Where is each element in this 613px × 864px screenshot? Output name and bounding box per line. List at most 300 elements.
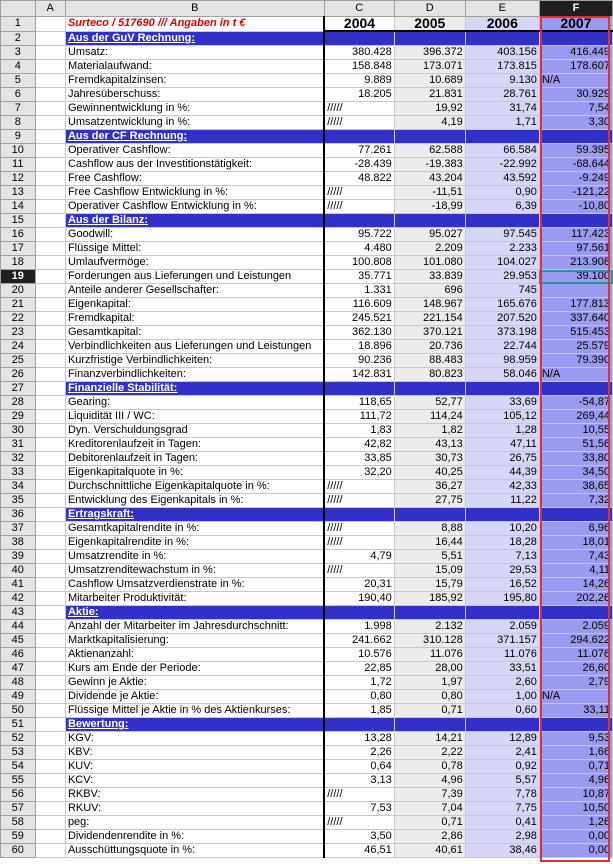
cell-2007[interactable]: 11.076 xyxy=(539,648,612,662)
cell-2006[interactable]: 18,28 xyxy=(465,536,539,550)
row-label[interactable]: peg: xyxy=(65,816,324,830)
cell-2005[interactable]: 310.128 xyxy=(394,634,465,648)
row-label[interactable]: Gesamtkapitalrendite in %: xyxy=(65,522,324,536)
row-label[interactable]: Flüssige Mittel: xyxy=(65,242,324,256)
row-number[interactable]: 23 xyxy=(1,326,36,340)
row-number[interactable]: 4 xyxy=(1,60,36,74)
cell-2005[interactable]: 4,19 xyxy=(394,116,465,130)
row-number[interactable]: 53 xyxy=(1,746,36,760)
row-number[interactable]: 7 xyxy=(1,102,36,116)
row-label[interactable]: Eigenkapital: xyxy=(65,298,324,312)
row-label[interactable]: Gesamtkapital: xyxy=(65,326,324,340)
cell-2006[interactable]: 28.761 xyxy=(465,88,539,102)
row-label[interactable]: Aus der Bilanz: xyxy=(65,214,324,228)
row-label[interactable]: Aktienanzahl: xyxy=(65,648,324,662)
cell-a[interactable] xyxy=(35,746,65,760)
row-number[interactable]: 43 xyxy=(1,606,36,620)
cell-2006[interactable]: 97.545 xyxy=(465,228,539,242)
cell-2005[interactable] xyxy=(394,31,465,46)
cell-2004[interactable] xyxy=(324,606,394,620)
row-label[interactable]: Liquidität III / WC: xyxy=(65,410,324,424)
cell-2006[interactable]: 0,92 xyxy=(465,760,539,774)
row-number[interactable]: 26 xyxy=(1,368,36,382)
cell-a[interactable] xyxy=(35,718,65,732)
cell-a[interactable] xyxy=(35,31,65,46)
cell-a[interactable] xyxy=(35,46,65,60)
row-label[interactable]: Bewertung: xyxy=(65,718,324,732)
cell-2004[interactable] xyxy=(324,130,394,144)
column-header-d[interactable]: D xyxy=(394,1,465,17)
cell-2005[interactable]: 43.204 xyxy=(394,172,465,186)
cell-2004[interactable]: 158.848 xyxy=(324,60,394,74)
cell-2004[interactable]: 3,13 xyxy=(324,774,394,788)
cell-a[interactable] xyxy=(35,60,65,74)
row-label[interactable]: Eigenkapitalrendite in %: xyxy=(65,536,324,550)
row-number[interactable]: 32 xyxy=(1,452,36,466)
row-number[interactable]: 21 xyxy=(1,298,36,312)
cell-a[interactable] xyxy=(35,256,65,270)
cell-2007[interactable]: 213.908 xyxy=(539,256,612,270)
cell-a[interactable] xyxy=(35,676,65,690)
cell-2004[interactable]: 42,82 xyxy=(324,438,394,452)
cell-a[interactable] xyxy=(35,242,65,256)
row-label[interactable]: Aus der GuV Rechnung: xyxy=(65,31,324,46)
row-label[interactable]: Fremdkapital: xyxy=(65,312,324,326)
cell-2005[interactable] xyxy=(394,606,465,620)
cell-2006[interactable] xyxy=(465,508,539,522)
cell-a[interactable] xyxy=(35,592,65,606)
cell-2006[interactable]: 58.046 xyxy=(465,368,539,382)
cell-2006[interactable]: 0,60 xyxy=(465,704,539,718)
cell-2006[interactable]: 7,75 xyxy=(465,802,539,816)
cell-a[interactable] xyxy=(35,116,65,130)
row-label[interactable]: Kurzfristige Verbindlichkeiten: xyxy=(65,354,324,368)
row-number[interactable]: 39 xyxy=(1,550,36,564)
row-number[interactable]: 34 xyxy=(1,480,36,494)
cell-2004[interactable]: 380.428 xyxy=(324,46,394,60)
cell-2007[interactable]: 18,01 xyxy=(539,536,612,550)
row-label[interactable]: KBV: xyxy=(65,746,324,760)
cell-2007[interactable]: 10,50 xyxy=(539,802,612,816)
row-number[interactable]: 31 xyxy=(1,438,36,452)
cell-2004[interactable]: ///// xyxy=(324,564,394,578)
cell-2004[interactable]: 190,40 xyxy=(324,592,394,606)
cell-a[interactable] xyxy=(35,690,65,704)
cell-2006[interactable] xyxy=(465,214,539,228)
row-number[interactable]: 18 xyxy=(1,256,36,270)
row-label[interactable]: Debitorenlaufzeit in Tagen: xyxy=(65,452,324,466)
cell-2007[interactable]: N/A xyxy=(539,74,612,88)
cell-2006[interactable]: 0,41 xyxy=(465,816,539,830)
cell-2005[interactable]: 148.967 xyxy=(394,298,465,312)
cell-2005[interactable]: 14,21 xyxy=(394,732,465,746)
cell-2007[interactable]: 1,26 xyxy=(539,816,612,830)
cell-2004[interactable]: 116.609 xyxy=(324,298,394,312)
cell-2004[interactable]: 2,26 xyxy=(324,746,394,760)
row-number[interactable]: 37 xyxy=(1,522,36,536)
row-label[interactable]: Jahresüberschuss: xyxy=(65,88,324,102)
cell-a[interactable] xyxy=(35,424,65,438)
cell-2007[interactable]: 10,87 xyxy=(539,788,612,802)
row-label[interactable]: Forderungen aus Lieferungen und Leistungen xyxy=(65,270,324,284)
cell-2004[interactable]: ///// xyxy=(324,116,394,130)
row-label[interactable]: RKBV: xyxy=(65,788,324,802)
cell-a[interactable] xyxy=(35,284,65,298)
cell-a[interactable] xyxy=(35,802,65,816)
row-label[interactable]: Cashflow Umsatzverdienstrate in %: xyxy=(65,578,324,592)
cell-2007[interactable]: -54,87 xyxy=(539,396,612,410)
cell-2005[interactable]: 0,78 xyxy=(394,760,465,774)
cell-2006[interactable]: 44,39 xyxy=(465,466,539,480)
cell-2004[interactable]: 142.831 xyxy=(324,368,394,382)
cell-a[interactable] xyxy=(35,578,65,592)
cell-a[interactable] xyxy=(35,200,65,214)
row-label[interactable]: Umsatz: xyxy=(65,46,324,60)
cell-a[interactable] xyxy=(35,452,65,466)
year-2004[interactable]: 2004 xyxy=(324,17,394,32)
cell-2007[interactable]: 0,71 xyxy=(539,760,612,774)
cell-2007[interactable]: 202,26 xyxy=(539,592,612,606)
cell-2005[interactable]: 4,96 xyxy=(394,774,465,788)
row-number[interactable]: 12 xyxy=(1,172,36,186)
cell-2007[interactable]: 177.813 xyxy=(539,298,612,312)
cell-2007[interactable]: N/A xyxy=(539,368,612,382)
row-number[interactable]: 47 xyxy=(1,662,36,676)
row-number[interactable]: 30 xyxy=(1,424,36,438)
cell-a[interactable] xyxy=(35,788,65,802)
row-number[interactable]: 25 xyxy=(1,354,36,368)
cell-2005[interactable]: 7,39 xyxy=(394,788,465,802)
cell-2004[interactable] xyxy=(324,214,394,228)
row-label[interactable]: Ausschüttungsquote in %: xyxy=(65,844,324,858)
cell-2007[interactable]: 4,11 xyxy=(539,564,612,578)
row-number[interactable]: 58 xyxy=(1,816,36,830)
cell-a[interactable] xyxy=(35,172,65,186)
row-label[interactable]: Entwicklung des Eigenkapitals in %: xyxy=(65,494,324,508)
cell-2006[interactable]: 403.156 xyxy=(465,46,539,60)
cell-2005[interactable]: 2,86 xyxy=(394,830,465,844)
cell-2005[interactable]: 101.080 xyxy=(394,256,465,270)
cell-2005[interactable]: 7,04 xyxy=(394,802,465,816)
cell-2004[interactable]: 0,80 xyxy=(324,690,394,704)
cell-2007[interactable]: 416.449 xyxy=(539,46,612,60)
cell-2007[interactable]: 34,50 xyxy=(539,466,612,480)
year-2005[interactable]: 2005 xyxy=(394,17,465,32)
cell-2004[interactable]: 4.480 xyxy=(324,242,394,256)
cell-a[interactable] xyxy=(35,494,65,508)
row-label[interactable]: Free Cashflow: xyxy=(65,172,324,186)
cell-a[interactable] xyxy=(35,74,65,88)
row-label[interactable]: Flüssige Mittel je Aktie in % des Aktienkurses: xyxy=(65,704,324,718)
cell-2006[interactable]: -22.992 xyxy=(465,158,539,172)
cell-2004[interactable] xyxy=(324,31,394,46)
row-number[interactable]: 10 xyxy=(1,144,36,158)
cell-2005[interactable]: -19.383 xyxy=(394,158,465,172)
row-number[interactable]: 9 xyxy=(1,130,36,144)
row-number[interactable]: 22 xyxy=(1,312,36,326)
cell-2006[interactable]: 38,46 xyxy=(465,844,539,858)
cell-2006[interactable]: 22.744 xyxy=(465,340,539,354)
row-label[interactable]: KCV: xyxy=(65,774,324,788)
cell-2007[interactable]: 9,53 xyxy=(539,732,612,746)
cell-2006[interactable]: 12,89 xyxy=(465,732,539,746)
row-number[interactable]: 17 xyxy=(1,242,36,256)
row-number[interactable]: 11 xyxy=(1,158,36,172)
row-number[interactable]: 5 xyxy=(1,74,36,88)
cell-a[interactable] xyxy=(35,186,65,200)
cell-2007[interactable]: 4,96 xyxy=(539,774,612,788)
row-number[interactable]: 3 xyxy=(1,46,36,60)
cell-2004[interactable]: 1.998 xyxy=(324,620,394,634)
cell-a[interactable] xyxy=(35,312,65,326)
cell-2007[interactable]: 269,44 xyxy=(539,410,612,424)
cell-a[interactable] xyxy=(35,158,65,172)
row-number[interactable]: 51 xyxy=(1,718,36,732)
cell-2006[interactable]: 207.520 xyxy=(465,312,539,326)
cell-a[interactable] xyxy=(35,620,65,634)
cell-2007[interactable]: 39.100 xyxy=(539,270,612,284)
cell-a[interactable] xyxy=(35,144,65,158)
cell-2007[interactable]: 6,96 xyxy=(539,522,612,536)
row-label[interactable]: KUV: xyxy=(65,760,324,774)
cell-2007[interactable]: -121,22 xyxy=(539,186,612,200)
cell-2006[interactable]: 33,69 xyxy=(465,396,539,410)
cell-2006[interactable]: 29.953 xyxy=(465,270,539,284)
cell-2004[interactable]: 1,83 xyxy=(324,424,394,438)
cell-2006[interactable]: 195,80 xyxy=(465,592,539,606)
cell-2004[interactable]: 18.205 xyxy=(324,88,394,102)
row-number[interactable]: 33 xyxy=(1,466,36,480)
cell-2007[interactable]: 7,32 xyxy=(539,494,612,508)
cell-2006[interactable]: 7,13 xyxy=(465,550,539,564)
row-number[interactable]: 52 xyxy=(1,732,36,746)
row-number[interactable]: 19 xyxy=(1,270,36,284)
cell-2004[interactable]: ///// xyxy=(324,186,394,200)
cell-2007[interactable]: 294.622 xyxy=(539,634,612,648)
row-label[interactable]: Verbindlichkeiten aus Lieferungen und Leistungen xyxy=(65,340,324,354)
row-number[interactable]: 54 xyxy=(1,760,36,774)
row-number[interactable]: 29 xyxy=(1,410,36,424)
row-number[interactable]: 36 xyxy=(1,508,36,522)
row-number[interactable]: 49 xyxy=(1,690,36,704)
cell-2005[interactable]: 33.839 xyxy=(394,270,465,284)
cell-2006[interactable]: 43.592 xyxy=(465,172,539,186)
row-label[interactable]: Dividendenrendite in %: xyxy=(65,830,324,844)
cell-2005[interactable]: 0,71 xyxy=(394,816,465,830)
cell-2006[interactable]: 0,90 xyxy=(465,186,539,200)
row-number[interactable]: 59 xyxy=(1,830,36,844)
cell-2006[interactable]: 745 xyxy=(465,284,539,298)
cell-2006[interactable]: 7,78 xyxy=(465,788,539,802)
row-label[interactable]: Durchschnittliche Eigenkapitalquote in %: xyxy=(65,480,324,494)
row-label[interactable]: Dividende je Aktie: xyxy=(65,690,324,704)
cell-a[interactable] xyxy=(35,536,65,550)
cell-2004[interactable]: 22,85 xyxy=(324,662,394,676)
cell-a[interactable] xyxy=(35,326,65,340)
cell-2006[interactable]: 11,22 xyxy=(465,494,539,508)
cell-2006[interactable]: 10,20 xyxy=(465,522,539,536)
row-number[interactable]: 1 xyxy=(1,17,36,32)
cell-2004[interactable]: 111,72 xyxy=(324,410,394,424)
cell-2004[interactable]: 13,28 xyxy=(324,732,394,746)
cell-2005[interactable] xyxy=(394,508,465,522)
cell-2006[interactable] xyxy=(465,606,539,620)
row-number[interactable]: 56 xyxy=(1,788,36,802)
cell-2007[interactable]: 33,80 xyxy=(539,452,612,466)
cell-2007[interactable]: 337.640 xyxy=(539,312,612,326)
cell-2006[interactable]: 371.157 xyxy=(465,634,539,648)
row-number[interactable]: 20 xyxy=(1,284,36,298)
cell-a[interactable] xyxy=(35,480,65,494)
cell-2006[interactable]: 16,52 xyxy=(465,578,539,592)
cell-2004[interactable]: 35.771 xyxy=(324,270,394,284)
cell-a[interactable] xyxy=(35,130,65,144)
row-label[interactable]: Operativer Cashflow: xyxy=(65,144,324,158)
cell-a[interactable] xyxy=(35,732,65,746)
cell-a[interactable] xyxy=(35,228,65,242)
cell-2007[interactable]: 2,79 xyxy=(539,676,612,690)
row-number[interactable]: 14 xyxy=(1,200,36,214)
cell-a[interactable] xyxy=(35,830,65,844)
title-cell[interactable]: Surteco / 517690 /// Angaben in t € xyxy=(65,17,324,32)
cell-2005[interactable]: 15,79 xyxy=(394,578,465,592)
cell-a[interactable] xyxy=(35,410,65,424)
cell-2005[interactable]: 28,00 xyxy=(394,662,465,676)
cell-2004[interactable] xyxy=(324,718,394,732)
cell-2005[interactable]: 27,75 xyxy=(394,494,465,508)
row-label[interactable]: Anteile anderer Gesellschafter: xyxy=(65,284,324,298)
cell-2005[interactable]: 95.027 xyxy=(394,228,465,242)
row-label[interactable]: Aus der CF Rechnung: xyxy=(65,130,324,144)
cell-2006[interactable]: 9.130 xyxy=(465,74,539,88)
row-label[interactable]: Aktie: xyxy=(65,606,324,620)
cell-a[interactable] xyxy=(35,354,65,368)
cell-2005[interactable]: 5,51 xyxy=(394,550,465,564)
cell-2005[interactable]: 370.121 xyxy=(394,326,465,340)
cell-2006[interactable]: 2,60 xyxy=(465,676,539,690)
cell-2006[interactable]: 2,41 xyxy=(465,746,539,760)
cell-2005[interactable]: 221.154 xyxy=(394,312,465,326)
cell-a[interactable] xyxy=(35,298,65,312)
cell-2005[interactable]: 2.209 xyxy=(394,242,465,256)
cell-2005[interactable] xyxy=(394,718,465,732)
cell-2006[interactable]: 173.815 xyxy=(465,60,539,74)
cell-2004[interactable]: 77.261 xyxy=(324,144,394,158)
row-number[interactable]: 15 xyxy=(1,214,36,228)
row-number[interactable]: 44 xyxy=(1,620,36,634)
row-number[interactable]: 55 xyxy=(1,774,36,788)
cell-2006[interactable]: 373.198 xyxy=(465,326,539,340)
cell-2004[interactable]: ///// xyxy=(324,480,394,494)
cell-2004[interactable]: 1,85 xyxy=(324,704,394,718)
cell-2007[interactable]: 26,60 xyxy=(539,662,612,676)
cell-2005[interactable]: 43,13 xyxy=(394,438,465,452)
cell-2004[interactable]: ///// xyxy=(324,494,394,508)
column-header-a[interactable]: A xyxy=(35,1,65,17)
cell-2004[interactable]: ///// xyxy=(324,200,394,214)
cell-a[interactable] xyxy=(35,382,65,396)
cell-2007[interactable]: 515.453 xyxy=(539,326,612,340)
cell-2006[interactable]: 98.959 xyxy=(465,354,539,368)
cell-2004[interactable]: ///// xyxy=(324,788,394,802)
year-2006[interactable]: 2006 xyxy=(465,17,539,32)
cell-2004[interactable]: 1,72 xyxy=(324,676,394,690)
cell-2007[interactable]: 79.390 xyxy=(539,354,612,368)
cell-2005[interactable]: 40,61 xyxy=(394,844,465,858)
cell-2005[interactable]: 15,09 xyxy=(394,564,465,578)
cell-2006[interactable]: 66.584 xyxy=(465,144,539,158)
cell-2004[interactable]: 1.331 xyxy=(324,284,394,298)
row-label[interactable]: Kreditorenlaufzeit in Tagen: xyxy=(65,438,324,452)
cell-a[interactable] xyxy=(35,508,65,522)
cell-2006[interactable]: 33,51 xyxy=(465,662,539,676)
cell-2004[interactable]: ///// xyxy=(324,816,394,830)
cell-2004[interactable]: 245.521 xyxy=(324,312,394,326)
cell-2006[interactable]: 1,28 xyxy=(465,424,539,438)
row-label[interactable]: Finanzielle Stabilität: xyxy=(65,382,324,396)
cell-2006[interactable] xyxy=(465,31,539,46)
cell-2007[interactable]: 59.395 xyxy=(539,144,612,158)
row-label[interactable]: Goodwill: xyxy=(65,228,324,242)
column-header-b[interactable]: B xyxy=(65,1,324,17)
row-label[interactable]: Dyn. Verschuldungsgrad xyxy=(65,424,324,438)
row-label[interactable]: Anzahl der Mitarbeiter im Jahresdurchschnitt: xyxy=(65,620,324,634)
cell-2006[interactable]: 2.059 xyxy=(465,620,539,634)
cell-2005[interactable]: 0,80 xyxy=(394,690,465,704)
cell-2007[interactable] xyxy=(539,508,612,522)
column-header-c[interactable]: C xyxy=(324,1,394,17)
cell-2007[interactable]: 3,30 xyxy=(539,116,612,130)
row-number[interactable]: 38 xyxy=(1,536,36,550)
row-number[interactable]: 24 xyxy=(1,340,36,354)
cell-2006[interactable] xyxy=(465,718,539,732)
cell-2007[interactable]: 117.423 xyxy=(539,228,612,242)
row-label[interactable]: Umlaufvermöge: xyxy=(65,256,324,270)
cell-2006[interactable]: 26,75 xyxy=(465,452,539,466)
row-label[interactable]: Gewinn je Aktie: xyxy=(65,676,324,690)
row-label[interactable]: Finanzverbindlichkeiten: xyxy=(65,368,324,382)
cell-a[interactable] xyxy=(35,438,65,452)
cell-2005[interactable]: 21.831 xyxy=(394,88,465,102)
cell-2005[interactable]: -11,51 xyxy=(394,186,465,200)
cell-2004[interactable]: 46,51 xyxy=(324,844,394,858)
cell-2004[interactable]: 7,53 xyxy=(324,802,394,816)
cell-a[interactable] xyxy=(35,270,65,284)
cell-2004[interactable]: ///// xyxy=(324,536,394,550)
cell-2005[interactable]: 396.372 xyxy=(394,46,465,60)
cell-2006[interactable]: 1,00 xyxy=(465,690,539,704)
cell-2005[interactable]: 80.823 xyxy=(394,368,465,382)
cell-a[interactable] xyxy=(35,844,65,858)
cell-2004[interactable]: 0,64 xyxy=(324,760,394,774)
cell-2006[interactable]: 11.076 xyxy=(465,648,539,662)
cell-2005[interactable] xyxy=(394,130,465,144)
cell-2006[interactable]: 5,57 xyxy=(465,774,539,788)
cell-2007[interactable]: 7,43 xyxy=(539,550,612,564)
cell-2004[interactable]: ///// xyxy=(324,522,394,536)
cell-2004[interactable]: 118,65 xyxy=(324,396,394,410)
cell-2007[interactable]: 2.059 xyxy=(539,620,612,634)
row-label[interactable]: RKUV: xyxy=(65,802,324,816)
cell-2007[interactable]: 33,11 xyxy=(539,704,612,718)
cell-2005[interactable]: 16,44 xyxy=(394,536,465,550)
cell-2005[interactable]: 11.076 xyxy=(394,648,465,662)
cell-2007[interactable]: -68.644 xyxy=(539,158,612,172)
cell-2007[interactable] xyxy=(539,214,612,228)
cell-2004[interactable]: 362.130 xyxy=(324,326,394,340)
cell-2005[interactable]: 1,82 xyxy=(394,424,465,438)
cell-2006[interactable]: 42,33 xyxy=(465,480,539,494)
